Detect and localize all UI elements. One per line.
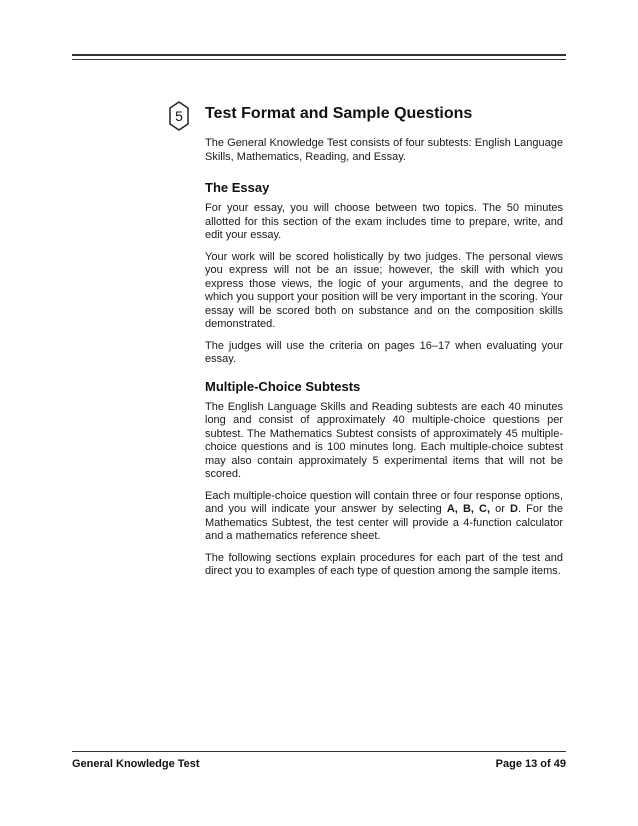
mc-p2-or: or (490, 503, 511, 515)
footer-document-title: General Knowledge Test (72, 758, 200, 770)
header-rule-thin (72, 59, 566, 60)
essay-paragraph-3: The judges will use the criteria on pages 16–17 when evaluating your essay. (205, 339, 563, 365)
footer-page-number: Page 13 of 49 (495, 758, 566, 770)
page-content (205, 105, 563, 587)
multiple-choice-paragraph-2 (205, 490, 563, 544)
multiple-choice-paragraph-3: The following sections explain procedures for each part of the test and direct you to examples of each type of question among the sample items. (205, 551, 563, 577)
mc-p2-start: Each multiple-choice question will contain three or four response options, and you will indicate your answer by selecting (205, 489, 563, 515)
mc-p2-options: A, B, C, (446, 503, 491, 515)
essay-paragraph-2: Your work will be scored holistically by two judges. The personal views you express will not be an issue; however, the skill with which you express those views, the logic of your arguments, and the degree to which you support your position will be very important in the scoring. Your essay will be scored both on substance and on the composition skills demonstrated. (205, 250, 563, 330)
mc-p2-end: . For the Mathematics Subtest, the test center will provide a 4-function calculator and a mathematics reference sheet. (205, 503, 563, 542)
multiple-choice-heading: Multiple-Choice Subtests (205, 378, 361, 394)
intro-paragraph: The General Knowledge Test consists of four subtests: English Language Skills, Mathematics, Reading, and Essay. (205, 137, 563, 163)
page-title: Test Format and Sample Questions (205, 105, 473, 122)
chapter-number: 5 (175, 108, 183, 124)
essay-paragraph-1: For your essay, you will choose between two topics. The 50 minutes allotted for this section of the exam includes time to prepare, write, and edit your essay. (205, 202, 563, 241)
header-rule-thick (72, 54, 566, 56)
chapter-number-badge (168, 101, 190, 131)
multiple-choice-paragraph-1: The English Language Skills and Reading subtests are each 40 minutes long and consist of approximately 40 multiple-choice questions per subtest. The Mathematics Subtest consists of approximately 45 multiple-choice questions and is 100 minutes long. Each multiple-choice subtest may also contain approximately 5 experimental items that will not be scored. (205, 400, 563, 480)
page-footer (72, 758, 566, 774)
essay-heading: The Essay (205, 180, 270, 195)
mc-p2-last-option: D (510, 503, 518, 515)
footer-rule (72, 751, 566, 752)
